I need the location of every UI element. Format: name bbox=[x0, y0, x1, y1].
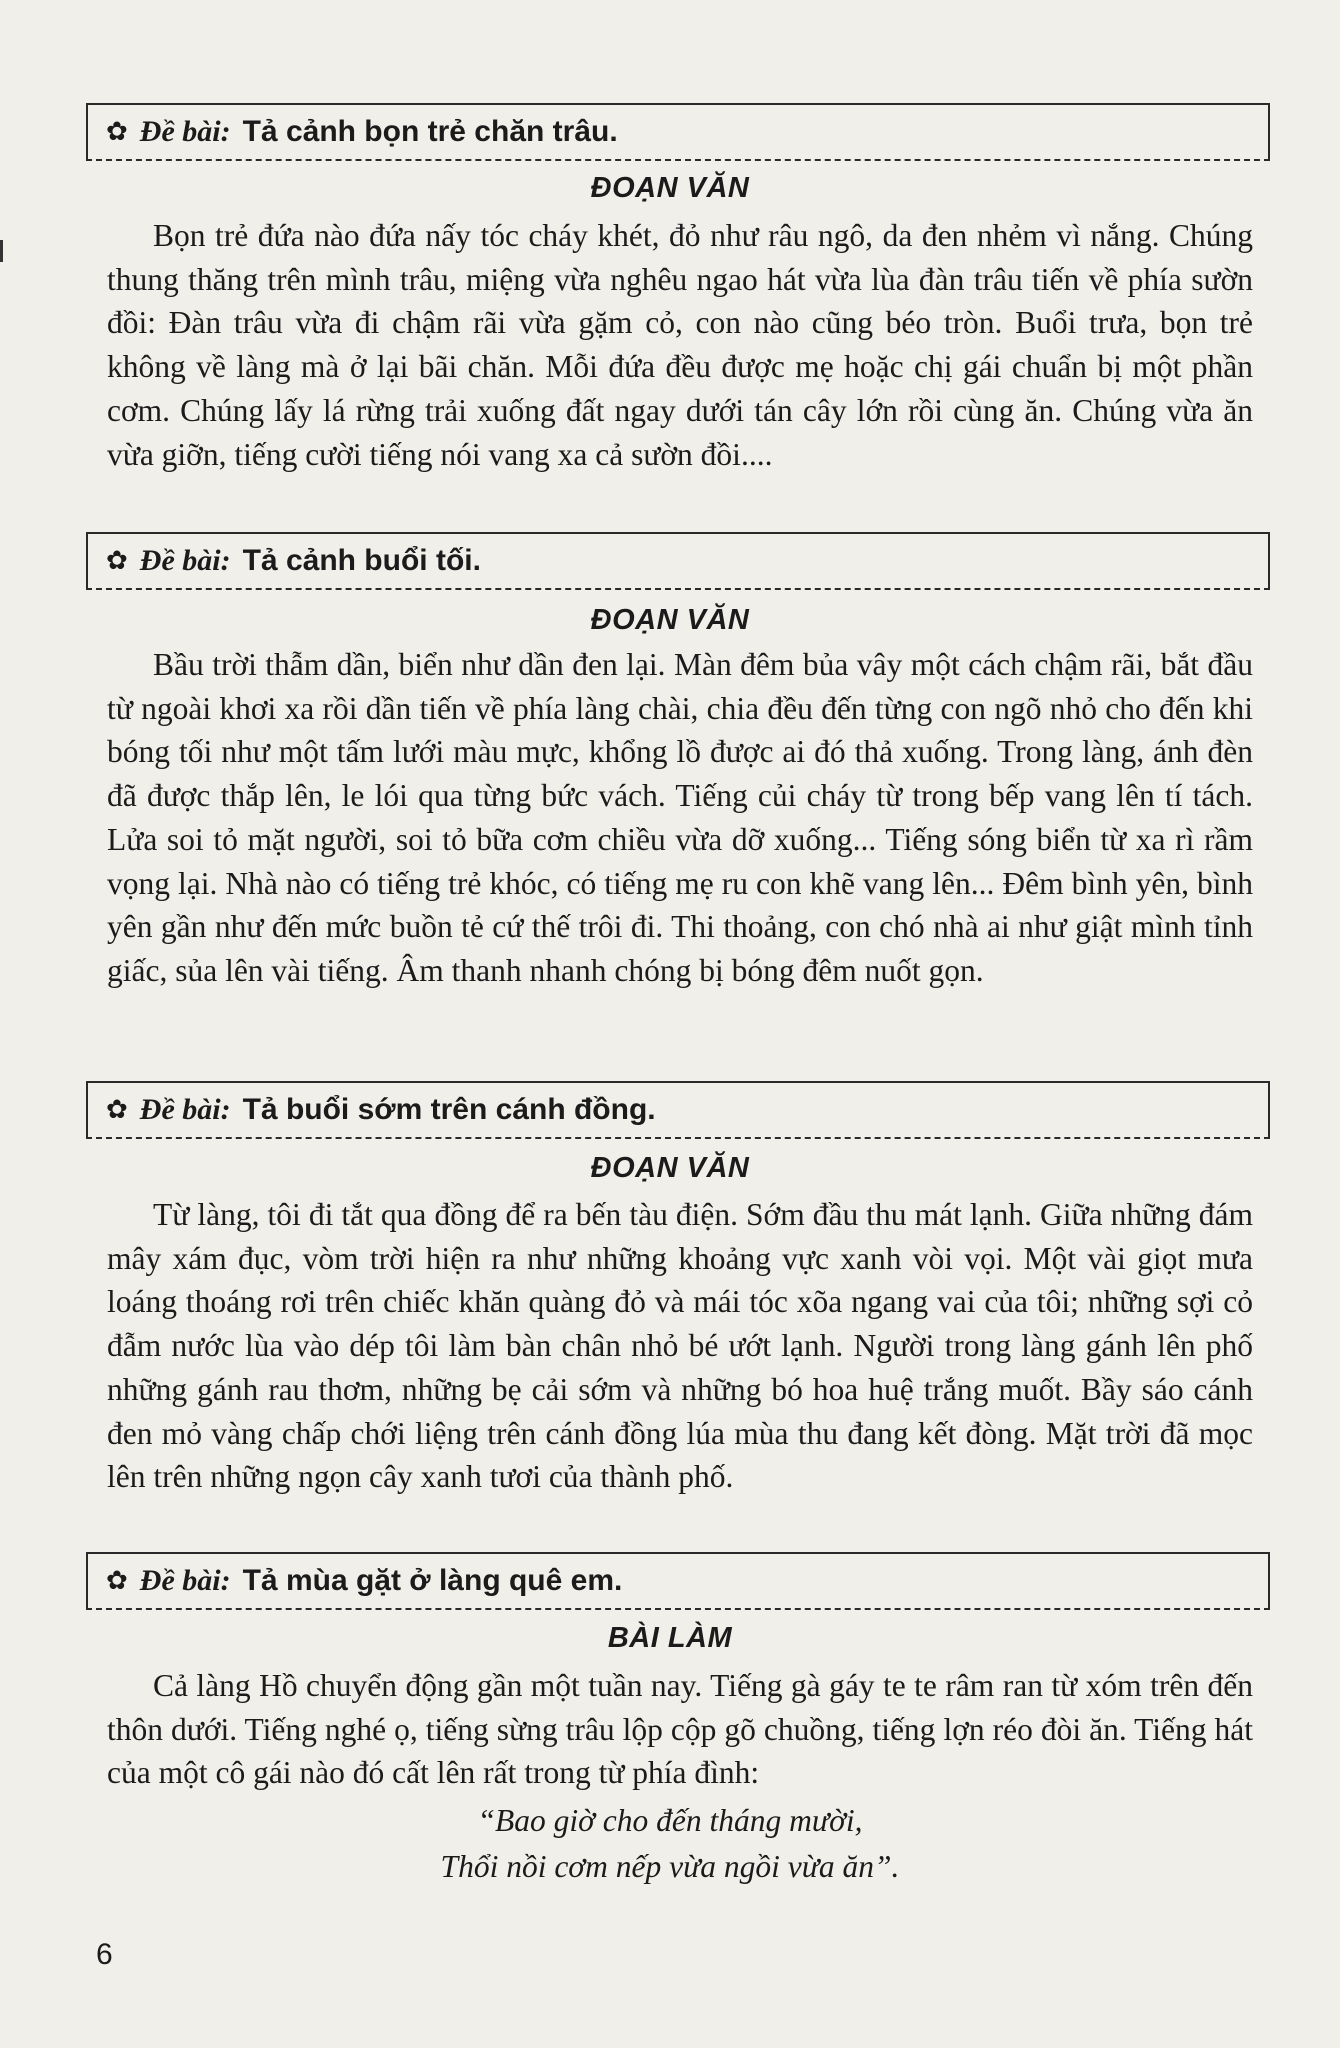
prompt-title: Tả cảnh buổi tối. bbox=[242, 544, 481, 577]
prompt-label: Đề bài: bbox=[139, 1093, 231, 1126]
prompt-label: Đề bài: bbox=[139, 1564, 231, 1597]
prompt-label: Đề bài: bbox=[139, 544, 231, 577]
flower-bullet-icon: ✿ bbox=[106, 546, 128, 576]
prompt-box-4 bbox=[86, 1552, 1270, 1610]
margin-mark bbox=[0, 240, 3, 262]
prompt-title: Tả buổi sớm trên cánh đồng. bbox=[242, 1093, 656, 1126]
paragraph: Cả làng Hồ chuyển động gần một tuần nay. Tiếng gà gáy te te râm ran từ xóm trên đến thôn dưới. Tiếng nghé ọ, tiếng sừng trâu lộp cộp gõ chuồng, tiếng lợn réo đòi ăn. Tiếng hát của một cô gái nào đó cất lên rất trong từ phía đình: bbox=[107, 1668, 1253, 1791]
prompt-title: Tả cảnh bọn trẻ chăn trâu. bbox=[242, 115, 618, 148]
flower-bullet-icon: ✿ bbox=[106, 117, 128, 147]
paragraph: Bầu trời thẫm dần, biển như dần đen lại. Màn đêm bủa vây một cách chậm rãi, bắt đầu từ ngoài khơi xa rồi dần tiến về phía làng chài, chia đều đến từng con ngõ nhỏ cho đến khi bóng tối như một tấm lưới màu mực, khổng lồ được ai đó thả xuống. Trong làng, ánh đèn đã được thắp lên, le lói qua từng bức vách. Tiếng củi cháy từ trong bếp vang lên tí tách. Lửa soi tỏ mặt người, soi tỏ bữa cơm chiều vừa dỡ xuống... Tiếng sóng biển từ xa rì rầm vọng lại. Nhà nào có tiếng trẻ khóc, có tiếng mẹ ru con khẽ vang lên... Đêm bình yên, bình yên gần như đến mức buồn tẻ cứ thế trôi đi. Thi thoảng, con chó nhà ai như giật mình tỉnh giấc, sủa lên vài tiếng. Âm thanh nhanh chóng bị bóng đêm nuốt gọn. bbox=[107, 647, 1253, 988]
prompt-label: Đề bài: bbox=[139, 115, 231, 148]
paragraph: Bọn trẻ đứa nào đứa nấy tóc cháy khét, đỏ như râu ngô, da đen nhẻm vì nắng. Chúng thung thăng trên mình trâu, miệng vừa nghêu ngao hát vừa lùa đàn trâu tiến về phía sườn đồi: Đàn trâu vừa đi chậm rãi vừa gặm cỏ, con nào cũng béo tròn. Buổi trưa, bọn trẻ không về làng mà ở lại bãi chăn. Mỗi đứa đều được mẹ hoặc chị gái chuẩn bị một phần cơm. Chúng lấy lá rừng trải xuống đất ngay dưới tán cây lớn rồi cùng ăn. Chúng vừa ăn vừa giỡn, tiếng cười tiếng nói vang xa cả sườn đồi.... bbox=[107, 218, 1253, 472]
section-heading: BÀI LÀM bbox=[607, 1622, 733, 1654]
flower-bullet-icon: ✿ bbox=[106, 1095, 128, 1125]
section-heading: ĐOẠN VĂN bbox=[590, 1152, 750, 1184]
section-heading: ĐOẠN VĂN bbox=[590, 172, 750, 204]
prompt-box-3 bbox=[86, 1081, 1270, 1139]
prompt-box-2 bbox=[86, 532, 1270, 590]
poem-line: “Bao giờ cho đến tháng mười, bbox=[477, 1803, 863, 1838]
page-number: 6 bbox=[96, 1938, 113, 1971]
section-heading: ĐOẠN VĂN bbox=[590, 604, 750, 636]
flower-bullet-icon: ✿ bbox=[106, 1566, 128, 1596]
poem-line: Thổi nồi cơm nếp vừa ngồi vừa ăn”. bbox=[440, 1849, 900, 1884]
prompt-title: Tả mùa gặt ở làng quê em. bbox=[242, 1564, 623, 1597]
prompt-box-1 bbox=[86, 103, 1270, 161]
paragraph: Từ làng, tôi đi tắt qua đồng để ra bến tàu điện. Sớm đầu thu mát lạnh. Giữa những đám mây xám đục, vòm trời hiện ra như những khoảng vực xanh vòi vọi. Một vài giọt mưa loáng thoáng rơi trên chiếc khăn quàng đỏ và mái tóc xõa ngang vai của tôi; những sợi cỏ đẫm nước lùa vào dép tôi làm bàn chân nhỏ bé ướt lạnh. Người trong làng gánh lên phố những gánh rau thơm, những bẹ cải sớm và những bó hoa huệ trắng muốt. Bầy sáo cánh đen mỏ vàng chấp chới liệng trên cánh đồng lúa mùa thu đang kết đòng. Mặt trời đã mọc lên trên những ngọn cây xanh tươi của thành phố. bbox=[107, 1197, 1253, 1495]
poem-quote bbox=[0, 1798, 1340, 1890]
